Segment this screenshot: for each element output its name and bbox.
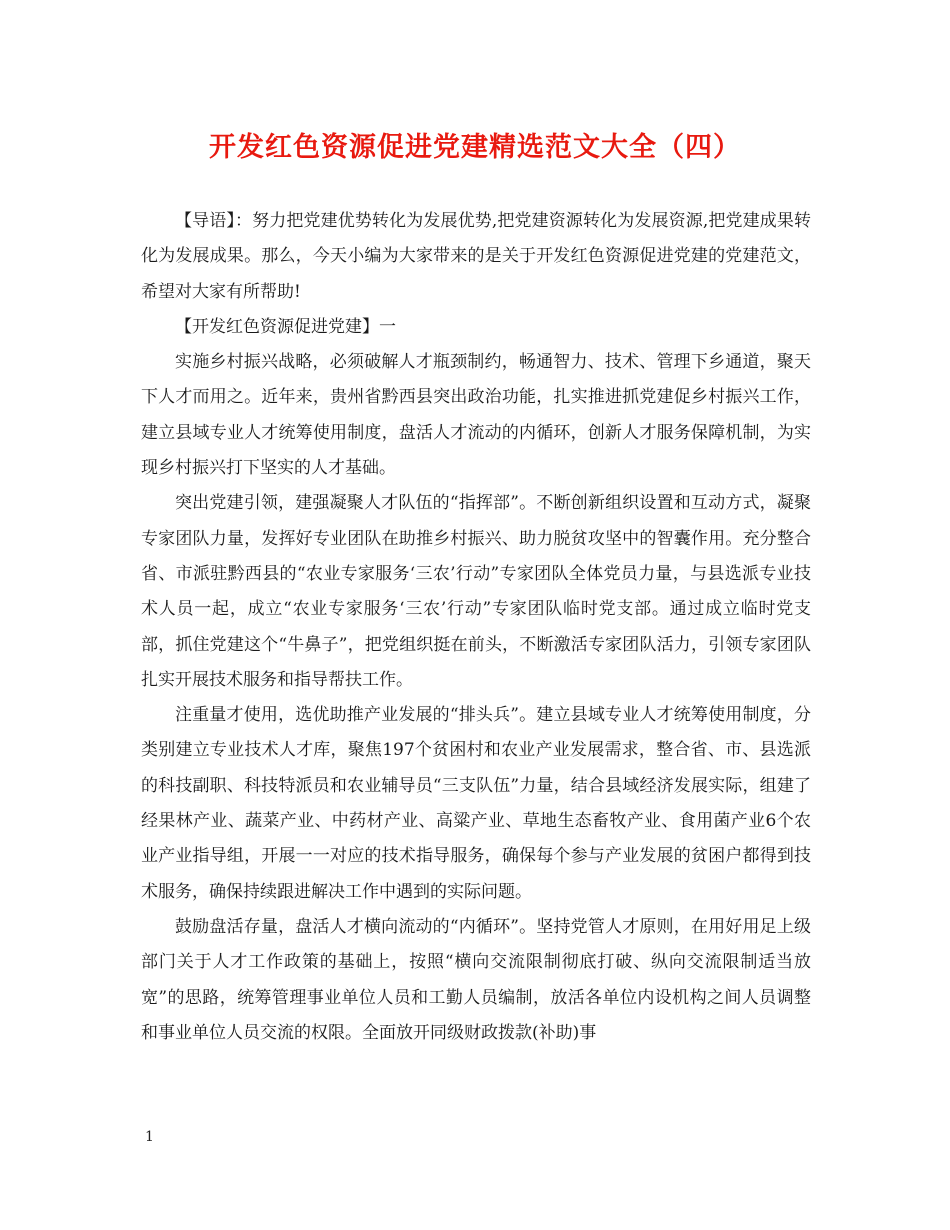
page-number: 1 <box>145 1129 154 1145</box>
paragraph: 鼓励盘活存量，盘活人才横向流动的“内循环”。坚持党管人才原则，在用好用足上级部门关于人才工作政策的基础上，按照“横向交流限制彻底打破、纵向交流限制适当放宽”的思路，统筹管理事业单位人员和工勤人员编制，放活各单位内设机构之间人员调整和事业单位人员交流的权限。全面放开同级财政拨款(补助)事 <box>141 916 811 1043</box>
paragraph-intro: 【导语】：努力把党建优势转化为发展优势,把党建资源转化为发展资源,把党建成果转化为发展成果。那么，今天小编为大家带来的是关于开发红色资源促进党建的党建范文，希望对大家有所帮助! <box>141 211 811 302</box>
document-body <box>141 204 811 1051</box>
paragraph: 注重量才使用，选优助推产业发展的“排头兵”。建立县域专业人才统筹使用制度，分类别建立专业技术人才库，聚焦197个贫困村和农业产业发展需求，整合省、市、县选派的科技副职、科技特派员和农业辅导员“三支队伍”力量，结合县域经济发展实际，组建了经果林产业、蔬菜产业、中药材产业、高粱产业、草地生态畜牧产业、食用菌产业6个农业产业指导组，开展一一对应的技术指导服务，确保每个参与产业发展的贫困户都得到技术服务，确保持续跟进解决工作中遇到的实际问题。 <box>141 705 811 902</box>
paragraph-section-heading: 【开发红色资源促进党建】一 <box>175 316 396 337</box>
paragraph: 实施乡村振兴战略，必须破解人才瓶颈制约，畅通智力、技术、管理下乡通道，聚天下人才而用之。近年来，贵州省黔西县突出政治功能，扎实推进抓党建促乡村振兴工作，建立县域专业人才统筹使用制度，盘活人才流动的内循环，创新人才服务保障机制，为实现乡村振兴打下坚实的人才基础。 <box>141 352 811 479</box>
document-title: 开发红色资源促进党建精选范文大全（四） <box>209 132 741 163</box>
paragraph: 突出党建引领，建强凝聚人才队伍的“指挥部”。不断创新组织设置和互动方式，凝聚专家团队力量，发挥好专业团队在助推乡村振兴、助力脱贫攻坚中的智囊作用。充分整合省、市派驻黔西县的“农业专家服务‘三农’行动”专家团队全体党员力量，与县选派专业技术人员一起，成立“农业专家服务‘三农’行动”专家团队临时党支部。通过成立临时党支部，抓住党建这个“牛鼻子”，把党组织挺在前头，不断激活专家团队活力，引领专家团队扎实开展技术服务和指导帮扶工作。 <box>141 493 811 690</box>
